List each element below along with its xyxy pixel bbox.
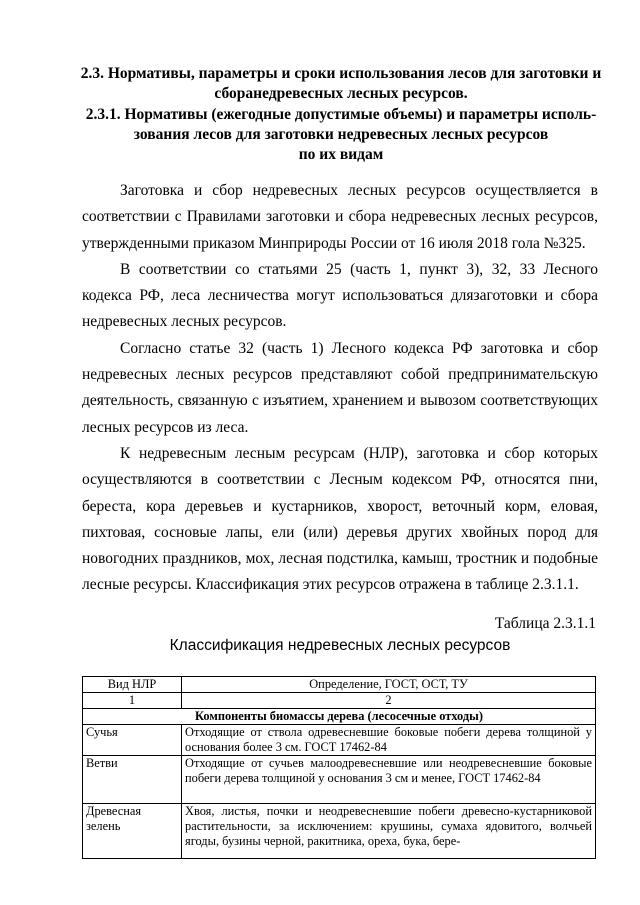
nlr-classification-table — [82, 676, 596, 859]
nlr-definition-cell: Отходящие от сучьев малоодревесневшие или неодревесневшие боковые побеги дерева толщиной у основания 3 см и менее, ГОСТ 17462-84 — [182, 756, 596, 804]
heading-2-3-1-line-1: 2.3.1. Нормативы (ежегодные допустимые объемы) и параметры исполь- — [85, 106, 597, 123]
paragraph: К недревесным лесным ресурсам (НЛР), заготовка и сбор которых осуществляются в соответствии с Лесным кодексом РФ, относятся пни, береста, кора деревьев и кустарников, хворост, веточный корм, еловая, пихтовая, сосновые лапы, ели (или) деревья других хвойных пород для новогодних праздников, мох, лесная подстилка, камыш, тростник и подобные лесные ресурсы. Классификация этих ресурсов отражена в таблице 2.3.1.1. — [82, 444, 598, 594]
table-section-row — [83, 709, 596, 725]
nlr-type-cell: Древесная зелень — [83, 804, 182, 859]
paragraph: Согласно статье 32 (часть 1) Лесного кодекса РФ заготовка и сбор недревесных лесных ресурсов представляют собой предпринимательскую деятельность, связанную с изъятием, хранением и вывозом соответствующих лесных ресурсов из леса. — [82, 339, 598, 436]
column-number: 2 — [182, 693, 596, 709]
column-header-type: Вид НЛР — [83, 677, 182, 693]
table-row — [83, 725, 596, 756]
paragraph: Заготовка и сбор недревесных лесных ресурсов осуществляется в соответствии с Правилами заготовки и сбора недревесных лесных ресурсов, утвержденными приказом Минприроды России от 16 июля 2018 гола №325. — [82, 182, 598, 252]
nlr-type-cell: Ветви — [83, 756, 182, 804]
nlr-type-cell: Сучья — [83, 725, 182, 756]
heading-2-3-line-2: сборанедревесных лесных ресурсов. — [214, 85, 468, 102]
table-header-row — [83, 677, 596, 693]
column-number: 1 — [83, 693, 182, 709]
nlr-definition-cell: Отходящие от ствола одревесневшие боковые побеги дерева толщиной у основания более 3 см. ГОСТ 17462-84 — [182, 725, 596, 756]
table-row — [83, 756, 596, 804]
table-caption: Таблица 2.3.1.1 — [494, 615, 596, 632]
section-headings — [76, 64, 606, 165]
table-title: Классификация недревесных лесных ресурсов — [169, 637, 511, 654]
table-section-title: Компоненты биомассы дерева (лесосечные отходы) — [83, 709, 596, 725]
heading-2-3-1-line-2: зования лесов для заготовки недревесных лесных ресурсов — [133, 126, 549, 143]
paragraph: В соответствии со статьями 25 (часть 1, пункт 3), 32, 33 Лесного кодекса РФ, леса лесничества могут использоваться длязаготовки и сбора недревесных лесных ресурсов. — [82, 260, 598, 331]
column-header-definition: Определение, ГОСТ, ОСТ, ТУ — [182, 677, 596, 693]
nlr-definition-cell: Хвоя, листья, почки и неодревесневшие побеги древесно-кустарниковой растительности, за исключением: крушины, сумаха ядовитого, волчьей ягоды, бузины черной, ракитника, ореха, бука, бере- — [182, 804, 596, 859]
table-column-numbers-row — [83, 693, 596, 709]
body-text — [82, 178, 598, 599]
heading-2-3-line-1: 2.3. Нормативы, параметры и сроки использования лесов для заготовки и — [80, 65, 602, 82]
table-row — [83, 804, 596, 859]
heading-2-3-1-line-3: по их видам — [298, 146, 384, 163]
